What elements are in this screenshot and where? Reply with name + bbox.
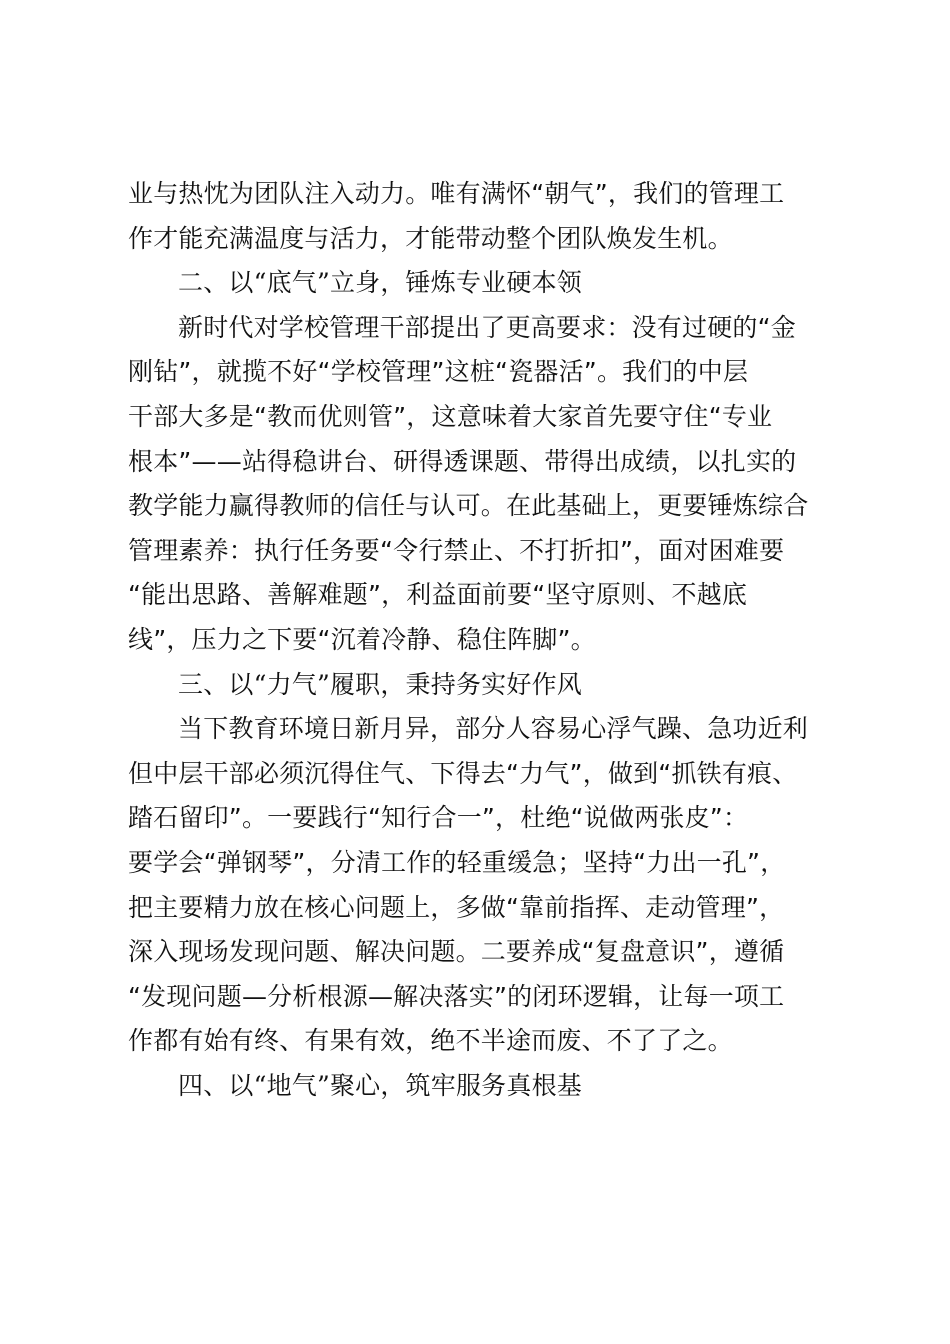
text-line: 作都有始有终、有果有效，绝不半途而废、不了了之。	[128, 1026, 733, 1056]
text-line: 线”，压力之下要“沉着冷静、稳住阵脚”。	[128, 624, 596, 654]
text-line: 管理素养：执行任务要“令行禁止、不打折扣”，面对困难要	[128, 535, 785, 565]
text-line: 但中层干部必须沉得住气、下得去“力气”，做到“抓铁有痕、	[128, 758, 798, 788]
heading-line: 三、以“力气”履职，秉持务实好作风	[178, 669, 582, 699]
text-line: “能出思路、善解难题”，利益面前要“坚守原则、不越底	[128, 580, 748, 610]
text-line: 踏石留印”。一要践行“知行合一”，杜绝“说做两张皮”：	[128, 803, 749, 833]
text-line: 教学能力赢得教师的信任与认可。在此基础上，更要锤炼综合	[128, 491, 809, 521]
text-line: “发现问题—分析根源—解决落实”的闭环逻辑，让每一项工	[128, 981, 785, 1011]
text-line: 刚钻”，就揽不好“学校管理”这桩“瓷器活”。我们的中层	[128, 357, 749, 387]
text-line: 干部大多是“教而优则管”，这意味着大家首先要守住“专业	[128, 401, 773, 431]
text-line: 业与热忱为团队注入动力。唯有满怀“朝气”，我们的管理工	[128, 179, 785, 208]
paragraph-section-2	[128, 306, 848, 663]
paragraph-continuation	[128, 172, 848, 261]
text-line: 根本”——站得稳讲台、研得透课题、带得出成绩，以扎实的	[128, 446, 797, 476]
text-line: 当下教育环境日新月异，部分人容易心浮气躁、急功近利	[178, 714, 809, 744]
heading-line: 四、以“地气”聚心，筑牢服务真根基	[178, 1070, 582, 1100]
document-body	[128, 172, 848, 1108]
heading-line: 二、以“底气”立身，锤炼专业硬本领	[178, 268, 582, 298]
section-heading-3	[128, 663, 848, 708]
text-line: 新时代对学校管理干部提出了更高要求：没有过硬的“金	[178, 312, 796, 342]
text-line: 作才能充满温度与活力，才能带动整个团队焕发生机。	[128, 223, 733, 253]
paragraph-section-3	[128, 707, 848, 1064]
text-line: 把主要精力放在核心问题上，多做“靠前指挥、走动管理”，	[128, 892, 785, 922]
section-heading-4	[128, 1064, 848, 1109]
text-line: 深入现场发现问题、解决问题。二要养成“复盘意识”，遵循	[128, 937, 785, 967]
section-heading-2	[128, 261, 848, 306]
text-line: 要学会“弹钢琴”，分清工作的轻重缓急；坚持“力出一孔”，	[128, 847, 786, 877]
